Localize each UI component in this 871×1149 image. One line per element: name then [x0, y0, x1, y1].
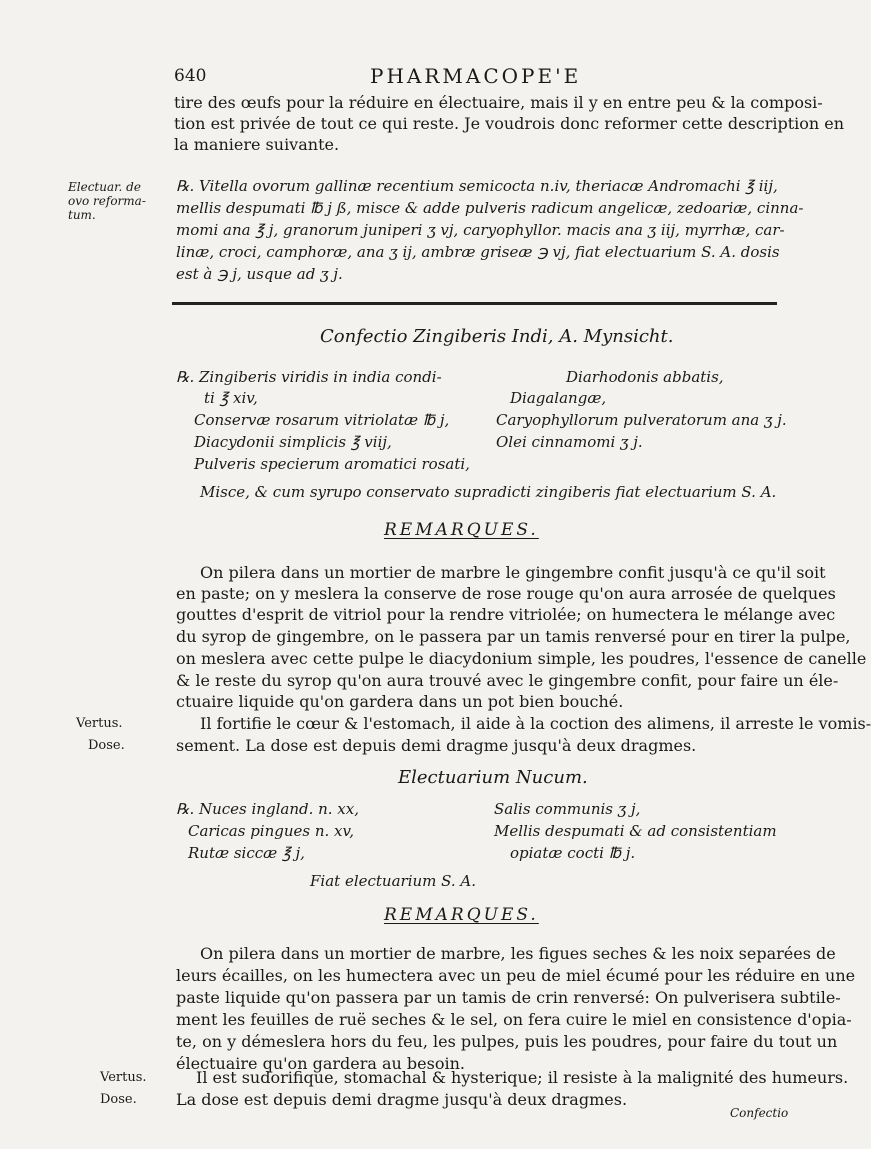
ingredient: ℞. Zingiberis viridis in india condi-: [176, 368, 442, 386]
body-line: On pilera dans un mortier de marbre le gingembre confit jusqu'à ce qu'il soit: [200, 563, 826, 582]
dose-line: La dose est depuis demi dragme jusqu'à deux dragmes.: [176, 1090, 628, 1109]
body-line: & le reste du syrop qu'on aura trouvé avec le gingembre confit, pour faire un éle-: [176, 671, 839, 690]
recipe-line: mellis despumati ℔ j ß, misce & adde pulveris radicum angelicæ, zedoariæ, cinna-: [176, 199, 804, 217]
ingredient: Diarhodonis abbatis,: [566, 368, 724, 386]
intro-line: la maniere suivante.: [174, 135, 340, 154]
body-line: en paste; on y meslera la conserve de rose rouge qu'on aura arrosée de quelques: [176, 584, 836, 603]
intro-line: tire des œufs pour la réduire en électuaire, mais il y en entre peu & la composi-: [174, 93, 823, 112]
ingredient: Mellis despumati & ad consistentiam: [494, 822, 777, 840]
recipe-line: momi ana ℥ j, granorum juniperi ʒ vj, caryophyllor. macis ana ʒ iij, myrrhæ, car-: [176, 221, 785, 239]
intro-line: tion est privée de tout ce qui reste. Je voudrois donc reformer cette description en: [174, 114, 845, 133]
ingredient: Caricas pingues n. xv,: [188, 822, 354, 840]
recipe-line: est à ℈ j, usque ad ʒ j.: [176, 265, 343, 283]
body-line: te, on y démeslera hors du feu, les pulpes, puis les poudres, pour faire du tout un: [176, 1032, 838, 1051]
section-rule: [172, 302, 777, 305]
recipe-line: ℞. Vitella ovorum gallinæ recentium semicocta n.iv, theriacæ Andromachi ℥ iij,: [176, 177, 778, 195]
body-line: paste liquide qu'on passera par un tamis de crin renversé: On pulverisera subtile-: [176, 988, 841, 1007]
ingredient: opiatæ cocti ℔ j.: [510, 844, 636, 862]
margin-note-electuarium: Electuar. de ovo reforma- tum.: [68, 180, 146, 222]
body-line: On pilera dans un mortier de marbre, les figues seches & les noix separées de: [200, 944, 836, 963]
margin-vertus: Vertus.: [76, 716, 123, 731]
vertus-line: Il fortifie le cœur & l'estomach, il aide à la coction des alimens, il arreste le vomis-: [200, 714, 871, 733]
ingredient: ti ℥ xiv,: [204, 389, 258, 407]
fiat-line: Fiat electuarium S. A.: [310, 872, 477, 890]
body-line: du syrop de gingembre, on le passera par un tamis renversé pour en tirer la pulpe,: [176, 627, 851, 646]
body-line: électuaire qu'on gardera au besoin.: [176, 1054, 465, 1073]
body-line: gouttes d'esprit de vitriol pour la rendre vitriolée; on humectera le mélange avec: [176, 605, 836, 624]
ingredient: Conservæ rosarum vitriolatæ ℔ j,: [194, 411, 450, 429]
body-line: on meslera avec cette pulpe le diacydonium simple, les poudres, l'essence de canelle: [176, 649, 867, 668]
section-title: Electuarium Nucum.: [398, 767, 588, 788]
remarques-heading: REMARQUES.: [384, 905, 539, 925]
dose-line: sement. La dose est depuis demi dragme jusqu'à deux dragmes.: [176, 736, 697, 755]
ingredient: Salis communis ʒ j,: [494, 800, 641, 818]
ingredient: Olei cinnamomi ʒ j.: [496, 433, 643, 451]
remarques-heading: REMARQUES.: [384, 520, 539, 540]
ingredient: Caryophyllorum pulveratorum ana ʒ j.: [496, 411, 787, 429]
ingredient: Pulveris specierum aromatici rosati,: [194, 455, 470, 473]
body-line: leurs écailles, on les humectera avec un peu de miel écumé pour les réduire en une: [176, 966, 856, 985]
vertus-line: Il est sudorifique, stomachal & hysterique; il resiste à la malignité des humeurs.: [196, 1068, 849, 1087]
body-line: ment les feuilles de ruë seches & le sel, on fera cuire le miel en consistence d'opia-: [176, 1010, 852, 1029]
page-number: 640: [174, 66, 207, 86]
margin-dose: Dose.: [88, 738, 125, 753]
body-line: ctuaire liquide qu'on gardera dans un pot bien bouché.: [176, 692, 624, 711]
section-title: Confectio Zingiberis Indi, A. Mynsicht.: [320, 326, 674, 347]
misce-line: Misce, & cum syrupo conservato supradicti zingiberis fiat electuarium S. A.: [200, 483, 777, 501]
running-title: PHARMACOPE'E: [370, 64, 582, 88]
ingredient: Diacydonii simplicis ℥ viij,: [194, 433, 392, 451]
catchword: Confectio: [730, 1106, 789, 1120]
margin-vertus: Vertus.: [100, 1070, 147, 1085]
recipe-line: linæ, croci, camphoræ, ana ʒ ij, ambræ griseæ ℈ vj, fiat electuarium S. A. dosis: [176, 243, 780, 261]
ingredient: ℞. Nuces ingland. n. xx,: [176, 800, 359, 818]
ingredient: Rutæ siccæ ℥ j,: [188, 844, 305, 862]
margin-dose: Dose.: [100, 1092, 137, 1107]
ingredient: Diagalangæ,: [510, 389, 607, 407]
